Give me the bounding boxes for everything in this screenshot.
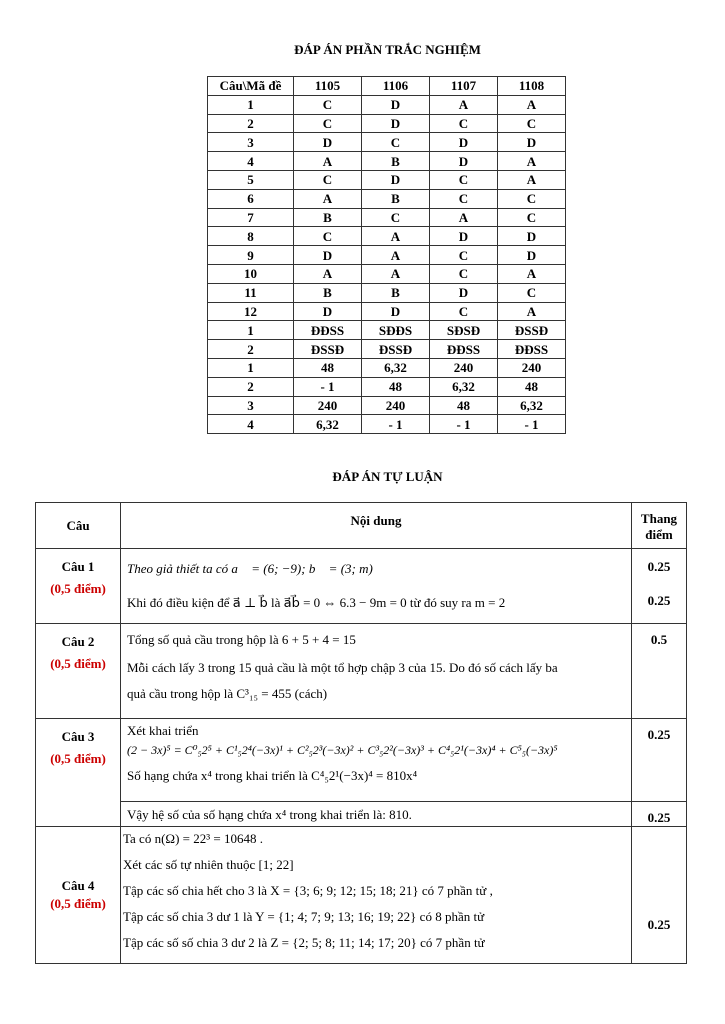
mc-cell: C: [430, 189, 498, 208]
mc-cell: C: [294, 95, 362, 114]
mc-cell: D: [498, 246, 566, 265]
q2-points: (0,5 điểm): [50, 656, 106, 671]
mc-cell: 1: [208, 321, 294, 340]
mc-row: [208, 152, 566, 171]
q3-score1: 0.25: [647, 727, 671, 742]
essay-row-q1: [36, 549, 687, 624]
mc-row: [208, 396, 566, 415]
mc-cell: 5: [208, 170, 294, 189]
mc-cell: 1: [208, 95, 294, 114]
mc-cell: C: [430, 114, 498, 133]
q1-points: (0,5 điểm): [50, 581, 106, 596]
mc-cell: C: [498, 208, 566, 227]
mc-cell: - 1: [294, 377, 362, 396]
mc-cell: ĐĐSS: [294, 321, 362, 340]
mc-cell: C: [498, 189, 566, 208]
q2-content: [121, 624, 632, 719]
mc-cell: C: [362, 133, 430, 152]
mc-row: [208, 133, 566, 152]
q2-label: Câu 2: [61, 634, 95, 649]
mc-cell: A: [362, 227, 430, 246]
mc-cell: - 1: [430, 415, 498, 434]
mc-cell: SĐĐS: [362, 321, 430, 340]
mc-header-row: [208, 77, 566, 96]
mc-cell: A: [294, 264, 362, 283]
essay-answer-table: [35, 502, 687, 964]
mc-cell: D: [294, 133, 362, 152]
q3-score2-cell: [632, 802, 687, 827]
q1-score: [632, 549, 687, 624]
mc-cell: 240: [430, 358, 498, 377]
mc-cell: 3: [208, 133, 294, 152]
q1-score1: 0.25: [647, 559, 671, 574]
mc-cell: 1: [208, 358, 294, 377]
mc-cell: C: [430, 246, 498, 265]
mc-cell: 2: [208, 114, 294, 133]
q1-score2: 0.25: [647, 593, 671, 608]
mc-cell: A: [430, 95, 498, 114]
header-question: Câu: [36, 503, 121, 549]
mc-cell: 6,32: [294, 415, 362, 434]
essay-header-row: [36, 503, 687, 549]
mc-header-cell: Câu\Mã đề: [208, 77, 294, 96]
essay-row-q3b: [36, 802, 687, 827]
q4-score-cell: [632, 827, 687, 964]
mc-cell: C: [430, 170, 498, 189]
mc-cell: 6,32: [430, 377, 498, 396]
mc-cell: 2: [208, 377, 294, 396]
essay-row-q4: [36, 827, 687, 964]
q4-label: Câu 4: [61, 878, 95, 893]
mc-cell: C: [430, 302, 498, 321]
mc-row: [208, 189, 566, 208]
q2-line3: quả cầu trong hộp là C³₁₅ = 455 (cách): [127, 686, 328, 701]
mc-cell: ĐSSĐ: [498, 321, 566, 340]
mc-cell: 48: [294, 358, 362, 377]
q1-label-cell: [36, 549, 121, 624]
mc-cell: D: [294, 246, 362, 265]
mc-cell: A: [498, 302, 566, 321]
q1-content: [121, 549, 632, 624]
q4-line2: Xét các số tự nhiên thuộc [1; 22]: [123, 857, 294, 872]
mc-cell: SĐSĐ: [430, 321, 498, 340]
mc-cell: 10: [208, 264, 294, 283]
mc-row: [208, 170, 566, 189]
mc-cell: D: [430, 283, 498, 302]
q3-points: (0,5 điểm): [50, 751, 106, 766]
q3-score2: 0.25: [647, 810, 671, 825]
mc-cell: 2: [208, 340, 294, 359]
q2-score1: 0.5: [650, 632, 668, 647]
q4-line4: Tập các số chia 3 dư 1 là Y = {1; 4; 7; 9; 13; 16; 19; 22} có 8 phần tử: [123, 909, 485, 924]
essay-row-q3: [36, 719, 687, 802]
mc-cell: 48: [430, 396, 498, 415]
mc-cell: C: [430, 264, 498, 283]
mc-cell: A: [498, 95, 566, 114]
q1-line2: Khi đó điều kiện để a⃗ ⊥ b⃗ là a⃗b⃗ = 0 ⇔ 6.3 − 9m = 0 từ đó suy ra m = 2: [127, 595, 506, 610]
mc-row: [208, 415, 566, 434]
mc-cell: B: [294, 283, 362, 302]
mc-cell: A: [498, 170, 566, 189]
mc-cell: 6: [208, 189, 294, 208]
mc-cell: A: [362, 246, 430, 265]
mc-header-cell: 1106: [362, 77, 430, 96]
q3-line3: Số hạng chứa x⁴ trong khai triển là C⁴₅2¹(−3x)⁴ = 810x⁴: [127, 768, 418, 783]
mc-cell: D: [430, 152, 498, 171]
mc-cell: ĐSSĐ: [294, 340, 362, 359]
header-content: Nội dung: [121, 503, 632, 549]
mc-cell: A: [430, 208, 498, 227]
mc-row: [208, 340, 566, 359]
mc-cell: 4: [208, 152, 294, 171]
q3-label-cell: [36, 719, 121, 827]
q3-content: [121, 719, 632, 802]
mc-cell: 240: [498, 358, 566, 377]
mc-cell: D: [362, 114, 430, 133]
mc-row: [208, 246, 566, 265]
mc-row: [208, 377, 566, 396]
q4-line1: Ta có n(Ω) = 22³ = 10648 .: [123, 831, 263, 846]
q4-points: (0,5 điểm): [50, 896, 106, 911]
q1-label: Câu 1: [61, 559, 95, 574]
mc-cell: ĐSSĐ: [362, 340, 430, 359]
mc-answer-title: ĐÁP ÁN PHẦN TRẮC NGHIỆM: [294, 42, 481, 57]
mc-cell: A: [294, 152, 362, 171]
mc-row: [208, 208, 566, 227]
mc-row: [208, 227, 566, 246]
mc-cell: D: [362, 302, 430, 321]
essay-answer-title: ĐÁP ÁN TỰ LUẬN: [332, 469, 443, 484]
mc-cell: B: [362, 152, 430, 171]
q3-conclusion: [121, 802, 632, 827]
mc-cell: D: [362, 170, 430, 189]
mc-cell: A: [498, 152, 566, 171]
q3-line1: Xét khai triển: [127, 723, 199, 738]
mc-cell: C: [498, 114, 566, 133]
mc-cell: B: [362, 189, 430, 208]
mc-row: [208, 358, 566, 377]
mc-row: [208, 114, 566, 133]
mc-row: [208, 321, 566, 340]
mc-cell: C: [362, 208, 430, 227]
mc-cell: D: [498, 227, 566, 246]
q3-label: Câu 3: [61, 729, 95, 744]
mc-cell: - 1: [362, 415, 430, 434]
mc-cell: C: [498, 283, 566, 302]
mc-header-cell: 1107: [430, 77, 498, 96]
q2-score: [632, 624, 687, 719]
mc-cell: 7: [208, 208, 294, 227]
mc-cell: C: [294, 114, 362, 133]
mc-cell: D: [362, 95, 430, 114]
q4-content: [121, 827, 632, 964]
mc-cell: D: [294, 302, 362, 321]
mc-cell: 240: [362, 396, 430, 415]
mc-cell: D: [498, 133, 566, 152]
mc-cell: 240: [294, 396, 362, 415]
mc-row: [208, 283, 566, 302]
q2-line2: Mỗi cách lấy 3 trong 15 quả cầu là một tổ hợp chập 3 của 15. Do đó số cách lấy ba: [127, 660, 558, 675]
q2-label-cell: [36, 624, 121, 719]
mc-cell: ĐĐSS: [498, 340, 566, 359]
q3-line2: (2 − 3x)⁵ = C⁰₅2⁵ + C¹₅2⁴(−3x)¹ + C²₅2³(−3x)² + C³₅2²(−3x)³ + C⁴₅2¹(−3x)⁴ + C⁵₅(−3x)⁵: [127, 743, 558, 757]
q1-line1: Theo giả thiết ta có a⃗ = (6; −9); b⃗ = (3; m): [127, 561, 373, 576]
q4-label-cell: [36, 827, 121, 964]
q4-line5: Tập các số số chia 3 dư 2 là Z = {2; 5; 8; 11; 14; 17; 20} có 7 phần tử: [123, 935, 485, 950]
mc-cell: A: [362, 264, 430, 283]
q4-line3: Tập các số chia hết cho 3 là X = {3; 6; 9; 12; 15; 18; 21} có 7 phần tử ,: [123, 883, 493, 898]
mc-cell: B: [362, 283, 430, 302]
q2-line1: Tổng số quả cầu trong hộp là 6 + 5 + 4 = 15: [127, 632, 356, 647]
mc-cell: 48: [362, 377, 430, 396]
mc-cell: 6,32: [498, 396, 566, 415]
essay-row-q2: [36, 624, 687, 719]
mc-cell: A: [294, 189, 362, 208]
mc-cell: A: [498, 264, 566, 283]
mc-answer-table: [207, 76, 566, 434]
mc-cell: D: [430, 133, 498, 152]
mc-cell: 8: [208, 227, 294, 246]
mc-cell: B: [294, 208, 362, 227]
header-score: Thang điểm: [632, 503, 687, 549]
mc-row: [208, 95, 566, 114]
mc-cell: 9: [208, 246, 294, 265]
mc-header-cell: 1108: [498, 77, 566, 96]
mc-cell: C: [294, 227, 362, 246]
mc-row: [208, 302, 566, 321]
q3-score1-cell: [632, 719, 687, 802]
mc-cell: - 1: [498, 415, 566, 434]
mc-cell: 4: [208, 415, 294, 434]
q3-line4: Vậy hệ số của số hạng chứa x⁴ trong khai triển là: 810.: [127, 807, 412, 822]
mc-cell: 48: [498, 377, 566, 396]
mc-cell: 12: [208, 302, 294, 321]
mc-cell: 6,32: [362, 358, 430, 377]
q4-score: 0.25: [647, 917, 671, 932]
mc-cell: ĐĐSS: [430, 340, 498, 359]
mc-row: [208, 264, 566, 283]
mc-cell: 11: [208, 283, 294, 302]
mc-header-cell: 1105: [294, 77, 362, 96]
mc-cell: D: [430, 227, 498, 246]
mc-cell: C: [294, 170, 362, 189]
mc-cell: 3: [208, 396, 294, 415]
